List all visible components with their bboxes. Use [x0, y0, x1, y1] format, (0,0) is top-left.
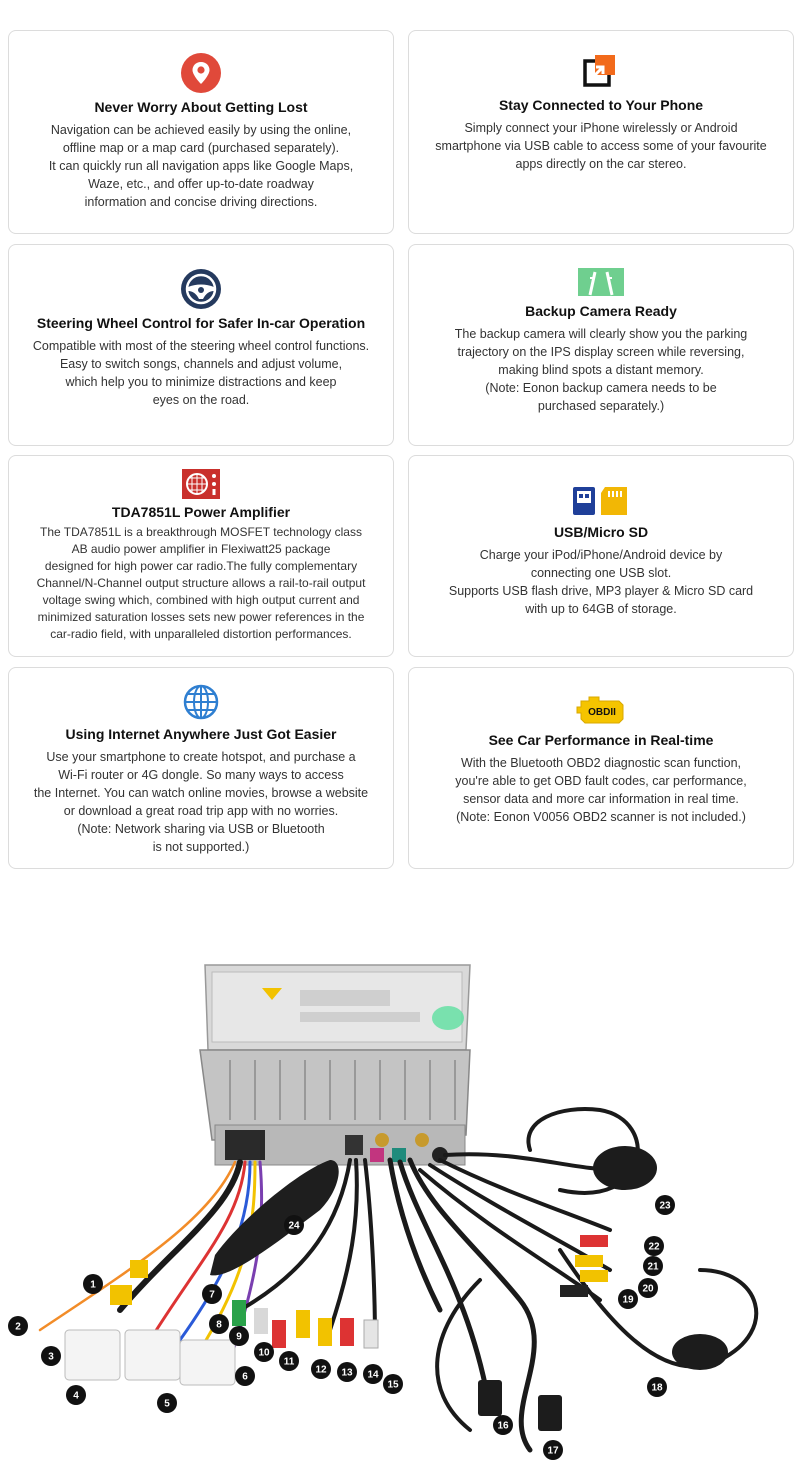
feature-text: Charge your iPod/iPhone/Android device by connecting one USB slot. Supports USB flash drive, MP3 player & Micro SD card with up to 64GB of storage. [448, 548, 754, 616]
feature-text: With the Bluetooth OBD2 diagnostic scan function, you're able to get OBD fault codes, car performance, sensor data and more car information in real time. (Note: Eonon V0056 OBD2 scanner is not included.) [455, 756, 747, 824]
svg-text:1: 1 [90, 1279, 96, 1291]
svg-text:14: 14 [367, 1369, 379, 1381]
feature-text: The TDA7851L is a breakthrough MOSFET technology class AB audio power amplifier in Flexiwatt25 package designed for high power car radio.The fully complementary Channel/N-Channel output structure allows a rail-to-rail output voltage swing which, combined with high output current and minimized saturation losses sets new power references in the car-radio field, with unparalleled distortion performances. [36, 525, 366, 641]
feature-text: Compatible with most of the steering wheel control functions. Easy to switch songs, channels and adjust volume, which help you to minimize distractions and keep eyes on the road. [32, 339, 370, 407]
badge-16 [493, 1415, 513, 1435]
feature-card-obd [408, 667, 794, 869]
badge-22 [644, 1236, 664, 1256]
svg-text:16: 16 [497, 1420, 509, 1432]
map-pin-icon [17, 53, 385, 93]
screen-mirror-icon [417, 51, 785, 91]
badge-5 [157, 1393, 177, 1413]
badge-6 [235, 1366, 255, 1386]
gps-antenna [593, 1146, 657, 1190]
feature-title: TDA7851L Power Amplifier [111, 504, 291, 520]
badge-13 [337, 1362, 357, 1382]
feature-title: Stay Connected to Your Phone [498, 97, 704, 113]
svg-text:3: 3 [48, 1351, 54, 1363]
badge-19 [618, 1289, 638, 1309]
badge-2 [8, 1316, 28, 1336]
svg-text:18: 18 [651, 1382, 663, 1394]
feature-text: Simply connect your iPhone wirelessly or Android smartphone via USB cable to access some of your favourite apps directly on the car stereo. [435, 121, 767, 171]
badge-15 [383, 1374, 403, 1394]
stereo-wiring-illustration [0, 890, 800, 1469]
feature-card-steering-wheel [8, 244, 394, 446]
badge-7 [202, 1284, 222, 1304]
svg-text:5: 5 [164, 1398, 170, 1410]
badge-24 [284, 1215, 304, 1235]
badge-4 [66, 1385, 86, 1405]
svg-text:4: 4 [73, 1390, 79, 1402]
badge-18 [647, 1377, 667, 1397]
feature-title: USB/Micro SD [553, 524, 649, 540]
svg-text:12: 12 [315, 1364, 327, 1376]
svg-text:17: 17 [547, 1445, 559, 1457]
feature-card-internet [8, 667, 394, 869]
badge-14 [363, 1364, 383, 1384]
steering-wheel-icon [17, 269, 385, 309]
badge-17 [543, 1440, 563, 1460]
usb-sd-icon [417, 484, 785, 518]
badge-8 [209, 1314, 229, 1334]
badge-3 [41, 1346, 61, 1366]
svg-text:7: 7 [209, 1289, 215, 1301]
head-unit-chassis [200, 965, 470, 1165]
feature-text: The backup camera will clearly show you the parking trajectory on the IPS display screen while reversing, making blind spots a distant memory. (Note: Eonon backup camera needs to be purchased separately.) [454, 327, 748, 413]
obd-icon [417, 694, 785, 726]
obd-label: OBDII [588, 707, 616, 718]
badge-10 [254, 1342, 274, 1362]
badge-21 [643, 1256, 663, 1276]
backup-camera-icon [417, 267, 785, 297]
svg-text:20: 20 [642, 1283, 654, 1295]
svg-text:11: 11 [283, 1356, 295, 1368]
badge-11 [279, 1351, 299, 1371]
badge-12 [311, 1359, 331, 1379]
svg-text:19: 19 [622, 1294, 634, 1306]
feature-title: Steering Wheel Control for Safer In-car Operation [36, 315, 366, 331]
feature-card-phone-connection [408, 30, 794, 234]
svg-text:13: 13 [341, 1367, 353, 1379]
rca-plugs [232, 1235, 608, 1348]
feature-title: Using Internet Anywhere Just Got Easier [65, 726, 337, 742]
amplifier-icon [17, 468, 385, 500]
badge-1 [83, 1274, 103, 1294]
feature-title: Backup Camera Ready [525, 303, 677, 319]
feature-text: Navigation can be achieved easily by using the online, offline map or a map card (purchased separately). It can quickly run all navigation apps like Google Maps, Waze, etc., and offer up-to-date roadway information and concise driving directions. [48, 123, 354, 209]
feature-text: Use your smartphone to create hotspot, and purchase a Wi-Fi router or 4G dongle. So many ways to access the Internet. You can watch online movies, browse a website or download a great road trip app with no worries. (Note: Network sharing via USB or Bluetooth is not supported.) [33, 750, 369, 854]
badge-20 [638, 1278, 658, 1298]
feature-card-usb-sd [408, 455, 794, 657]
svg-text:22: 22 [648, 1241, 660, 1253]
badge-9 [229, 1326, 249, 1346]
svg-text:8: 8 [216, 1319, 222, 1331]
svg-text:21: 21 [647, 1261, 659, 1273]
microphone [672, 1334, 728, 1370]
svg-text:9: 9 [236, 1331, 242, 1343]
feature-title: See Car Performance in Real-time [488, 732, 714, 748]
feature-title: Never Worry About Getting Lost [94, 99, 308, 115]
feature-card-navigation [8, 30, 394, 234]
svg-text:2: 2 [15, 1321, 21, 1333]
globe-icon [17, 684, 385, 720]
svg-text:23: 23 [659, 1200, 671, 1212]
feature-card-amplifier [8, 455, 394, 657]
feature-card-backup-camera [408, 244, 794, 446]
svg-text:10: 10 [258, 1347, 270, 1359]
svg-text:6: 6 [242, 1371, 248, 1383]
badge-23 [655, 1195, 675, 1215]
svg-text:24: 24 [288, 1220, 300, 1232]
svg-text:15: 15 [387, 1379, 399, 1391]
